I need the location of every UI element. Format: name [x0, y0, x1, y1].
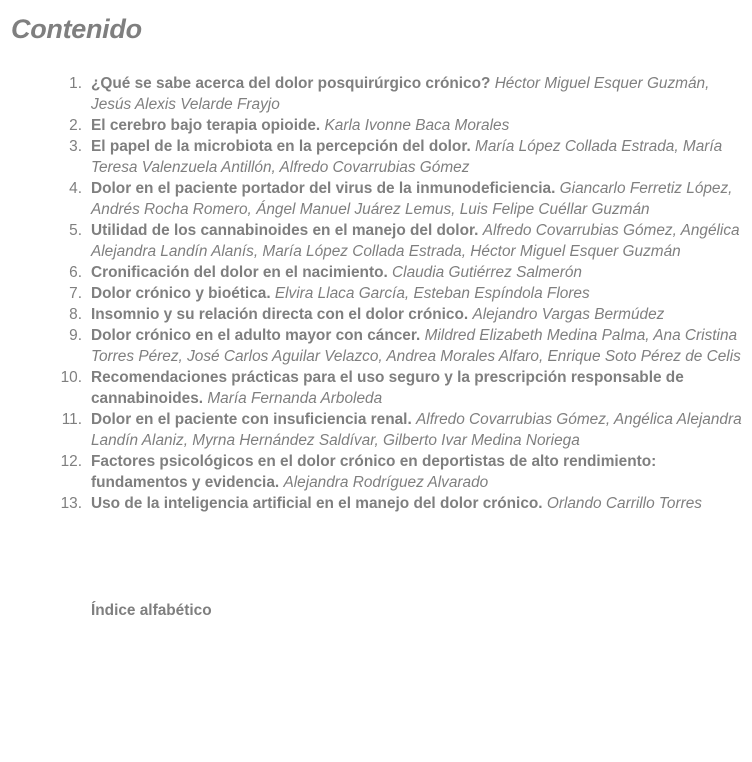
entry-title: El papel de la microbiota en la percepción del dolor. — [91, 138, 471, 155]
entry-number: 2. — [69, 117, 82, 134]
toc-entry-6[interactable] — [69, 262, 751, 283]
entry-authors: Alejandra Rodríguez Alvarado — [283, 474, 489, 491]
toc-entry-13[interactable] — [60, 493, 751, 514]
entry-authors: Alfredo Covarrubias Gómez, Angélica Alejandra Landín Alanís, María López Collada Estrada, Héctor Miguel Esquer Guzmán — [91, 222, 740, 260]
entry-number: 3. — [69, 138, 82, 155]
toc-entry-12[interactable] — [60, 451, 751, 493]
entry-number: 13. — [60, 495, 82, 512]
entry-title: Dolor en el paciente con insuficiencia renal. — [91, 411, 412, 428]
entry-authors: Héctor Miguel Esquer Guzmán, Jesús Alexis Velarde Frayjo — [91, 75, 710, 113]
entry-number: 12. — [60, 453, 82, 470]
toc-entry-10[interactable] — [60, 367, 751, 409]
entry-authors: María Fernanda Arboleda — [207, 390, 383, 407]
entry-authors: Mildred Elizabeth Medina Palma, Ana Cristina Torres Pérez, José Carlos Aguilar Velazco, Andrea Morales Alfaro, Enrique Soto Pérez de Celis — [91, 327, 741, 365]
entry-title: Dolor en el paciente portador del virus de la inmunodeficiencia. — [91, 180, 556, 197]
entry-title: Recomendaciones prácticas para el uso seguro y la prescripción responsable de cannabinoides. — [91, 369, 684, 407]
entry-authors: Elvira Llaca García, Esteban Espíndola Flores — [274, 285, 590, 302]
entry-title: Utilidad de los cannabinoides en el manejo del dolor. — [91, 222, 479, 239]
entry-authors: Giancarlo Ferretiz López, Andrés Rocha Romero, Ángel Manuel Juárez Lemus, Luis Felipe Cuéllar Guzmán — [91, 180, 733, 218]
entry-number: 5. — [69, 222, 82, 239]
entry-title: ¿Qué se sabe acerca del dolor posquirúrgico crónico? — [91, 75, 491, 92]
entry-number: 10. — [60, 369, 82, 386]
toc-entry-11[interactable] — [61, 409, 751, 451]
entry-title: Insomnio y su relación directa con el dolor crónico. — [91, 306, 469, 323]
entry-number: 1. — [69, 75, 82, 92]
entry-authors: Alfredo Covarrubias Gómez, Angélica Alejandra Landín Alaniz, Myrna Hernández Saldívar, Gilberto Ivar Medina Noriega — [91, 411, 742, 449]
entry-title: Dolor crónico y bioética. — [91, 285, 271, 302]
entry-title: Dolor crónico en el adulto mayor con cáncer. — [91, 327, 421, 344]
entry-number: 7. — [69, 285, 82, 302]
entry-title: El cerebro bajo terapia opioide. — [91, 117, 321, 134]
entry-authors: María López Collada Estrada, María Teresa Valenzuela Antillón, Alfredo Covarrubias Gómez — [91, 138, 723, 176]
entry-authors: Orlando Carrillo Torres — [546, 495, 702, 512]
entry-authors: Karla Ivonne Baca Morales — [324, 117, 510, 134]
entry-title: Cronificación del dolor en el nacimiento. — [91, 264, 388, 281]
entry-number: 6. — [69, 264, 82, 281]
entry-title: Uso de la inteligencia artificial en el manejo del dolor crónico. — [91, 495, 543, 512]
toc-entry-2[interactable] — [69, 115, 751, 136]
entry-number: 4. — [69, 180, 82, 197]
entry-number: 11. — [61, 411, 82, 428]
toc-entry-3[interactable] — [69, 136, 751, 178]
entry-number: 8. — [69, 306, 82, 323]
toc-entry-8[interactable] — [69, 304, 751, 325]
toc-entry-1[interactable] — [69, 73, 751, 115]
page-title: Contenido — [11, 14, 142, 44]
index-link[interactable]: Índice alfabético — [91, 602, 212, 619]
entry-number: 9. — [69, 327, 82, 344]
entry-authors: Claudia Gutiérrez Salmerón — [392, 264, 582, 281]
toc-entry-5[interactable] — [69, 220, 751, 262]
table-of-contents — [60, 73, 751, 514]
entry-title: Factores psicológicos en el dolor crónico en deportistas de alto rendimiento: fundamentos y evidencia. — [91, 453, 657, 491]
entry-authors: Alejandro Vargas Bermúdez — [472, 306, 665, 323]
toc-entry-7[interactable] — [69, 283, 751, 304]
toc-entry-9[interactable] — [69, 325, 751, 367]
toc-entry-4[interactable] — [69, 178, 751, 220]
